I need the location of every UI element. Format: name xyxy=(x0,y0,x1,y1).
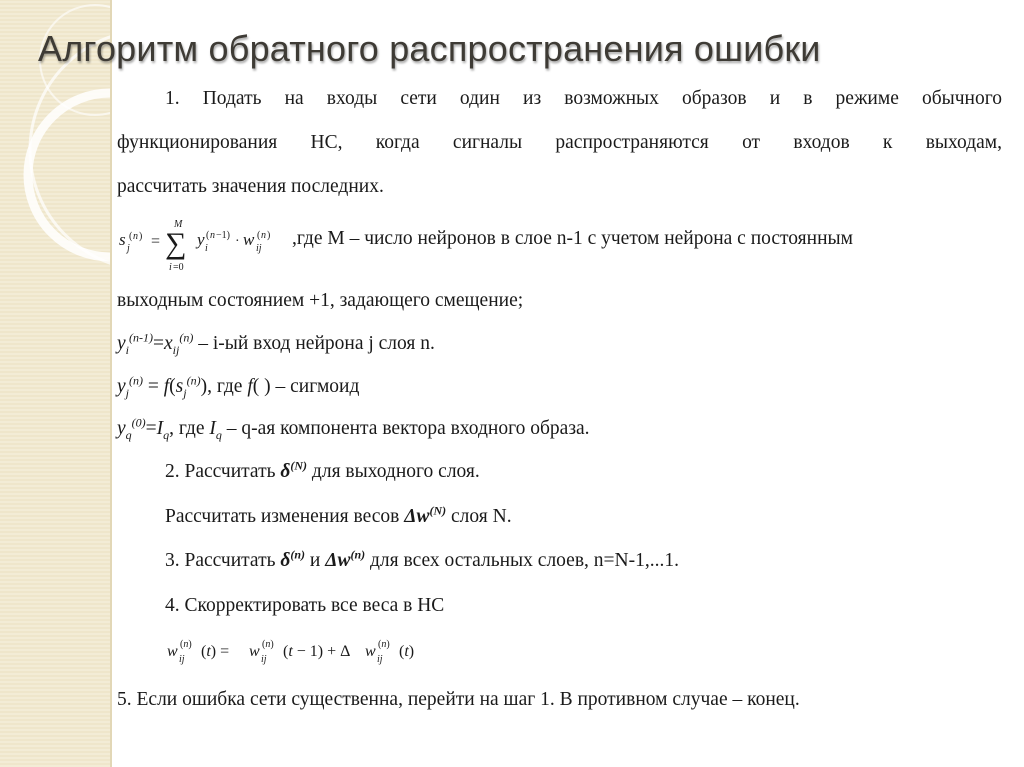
step4-line: 4. Скорректировать все веса в НС xyxy=(165,595,445,616)
delta-w-symbol: Δw xyxy=(404,506,430,527)
svg-text:=0: =0 xyxy=(173,262,184,272)
delta-symbol: δ xyxy=(280,461,291,482)
decorative-sidebar xyxy=(0,0,110,767)
sigmoid-where: , где xyxy=(207,376,248,397)
step2-line1: 2. Рассчитать $\delta^{(N)}$ для выходного слоя. xyxy=(165,458,480,482)
step1-line3: рассчитать значения последних. xyxy=(117,176,384,197)
step2-line1-post: для выходного слоя. xyxy=(307,461,480,482)
svg-text:∑: ∑ xyxy=(165,227,187,260)
svg-text:w: w xyxy=(243,230,255,249)
svg-text:j: j xyxy=(127,243,130,254)
svg-text:ij: ij xyxy=(179,654,185,665)
step2-line1-pre: 2. Рассчитать xyxy=(165,461,281,482)
step3-post: для всех остальных слоев, n=N-1,...1. xyxy=(365,550,679,571)
svg-text:(n): (n) xyxy=(378,639,390,650)
svg-text:=: = xyxy=(151,233,161,250)
svg-text:): ) xyxy=(267,230,271,241)
svg-text:·: · xyxy=(235,234,240,249)
sum-formula xyxy=(117,218,292,272)
svg-text:M: M xyxy=(174,219,183,230)
svg-text:(t): (t) xyxy=(399,643,415,660)
delta-w-symbol: Δw xyxy=(325,550,351,571)
svg-text:(: ( xyxy=(129,231,133,242)
input-vector-where: , где xyxy=(169,418,210,439)
svg-text:): ) xyxy=(139,231,143,242)
svg-text:i: i xyxy=(169,262,172,272)
input-definition: $y_i^{(n-1)}=x_{ij}^{(n)} - i-ый$ вход нейрона j слоя n. xyxy=(117,330,435,357)
step1-line5: выходным состоянием +1, задающего смещение; xyxy=(117,290,524,311)
svg-text:(: ( xyxy=(257,230,261,241)
step1-line1: 1. Подать на входы сети один из возможных образов и в режиме обычного xyxy=(165,88,1002,109)
sigmoid-definition: $y_j^{(n)} = f(s_j^{(n)})$, где f( ) – сигмоид xyxy=(117,373,360,400)
svg-text:w: w xyxy=(249,643,260,660)
step5-line: 5. Если ошибка сети существенна, перейти на шаг 1. В противном случае – конец. xyxy=(117,689,800,710)
slide-title: Алгоритм обратного распространения ошибки xyxy=(38,28,821,69)
svg-text:(n): (n) xyxy=(180,639,192,650)
svg-text:s: s xyxy=(119,230,126,249)
step3-and: и xyxy=(305,550,326,571)
step2-line2: Рассчитать изменения весов $\Delta w^{(N)}$ слоя N. xyxy=(165,503,512,527)
step2-line2-pre: Рассчитать изменения весов xyxy=(165,506,405,527)
svg-text:−1): −1) xyxy=(216,230,230,241)
input-vector-text: – q-ая компонента вектора входного образа. xyxy=(221,418,590,439)
svg-text:w: w xyxy=(167,643,178,660)
sigmoid-word: – сигмоид xyxy=(270,376,360,397)
weight-update-formula xyxy=(165,632,435,672)
svg-text:i: i xyxy=(205,243,208,254)
step2-line2-post: слоя N. xyxy=(446,506,512,527)
step1-line2: функционирования НС, когда сигналы распространяются от входов к выходам, xyxy=(117,132,1002,153)
step3-pre: 3. Рассчитать xyxy=(165,550,281,571)
sum-formula-description: ,где М – число нейронов в слое n-1 с учетом нейрона с постоянным xyxy=(292,228,853,249)
svg-text:(n): (n) xyxy=(262,639,274,650)
svg-text:n: n xyxy=(261,230,266,241)
svg-text:ij: ij xyxy=(256,243,262,254)
svg-text:(t − 1) + Δ: (t − 1) + Δ xyxy=(283,643,351,660)
svg-text:(t) =: (t) = xyxy=(201,643,230,660)
svg-text:ij: ij xyxy=(377,654,383,665)
step3-line: 3. Рассчитать $\delta^{(n)}$ и $\Delta w^{(n)}$ для всех остальных слоев, n=N-1,...1. xyxy=(165,547,679,571)
svg-text:n: n xyxy=(133,231,138,242)
sidebar-divider xyxy=(110,0,112,767)
delta-symbol: δ xyxy=(280,550,291,571)
input-definition-text: – i-ый вход нейрона j слоя n. xyxy=(193,333,435,354)
svg-text:w: w xyxy=(365,643,376,660)
svg-text:y: y xyxy=(197,230,205,249)
svg-text:n: n xyxy=(210,230,215,241)
input-vector-definition: $y_q^{(0)}=I_q$, где $I_q - q-ая$ компонента вектора входного образа. xyxy=(117,415,590,442)
svg-text:(: ( xyxy=(206,230,210,241)
svg-text:ij: ij xyxy=(261,654,267,665)
decorative-circles xyxy=(0,0,110,767)
